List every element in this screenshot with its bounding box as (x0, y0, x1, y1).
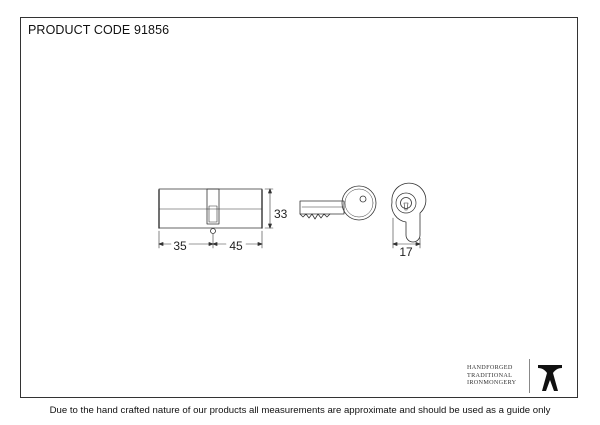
dimension-label-width: 17 (399, 245, 413, 259)
dimension-label-height: 33 (274, 207, 288, 221)
brand-text (467, 364, 527, 387)
product-code: PRODUCT CODE 91856 (28, 23, 170, 37)
dimension-label-left: 35 (173, 239, 187, 253)
brand-line-3: IRONMONGERY (467, 379, 517, 387)
fixing-hole (211, 229, 216, 234)
drawing-frame (20, 17, 578, 398)
key-icon (300, 186, 376, 220)
disclaimer: Due to the hand crafted nature of our products all measurements are approximate and should be used as a guide only (49, 405, 551, 416)
key-hole (360, 196, 366, 202)
brand-divider (529, 359, 530, 393)
cylinder-end-view (392, 183, 426, 248)
technical-drawing (21, 18, 579, 399)
cylinder-side-view (159, 189, 262, 234)
anvil-logo-icon (532, 359, 568, 395)
brand-line-2: TRADITIONAL (467, 371, 513, 379)
height-dimension (265, 189, 273, 228)
brand-line-1: HANDFORGED (467, 364, 513, 371)
key-bow (342, 186, 376, 220)
dimension-label-right: 45 (229, 239, 243, 253)
